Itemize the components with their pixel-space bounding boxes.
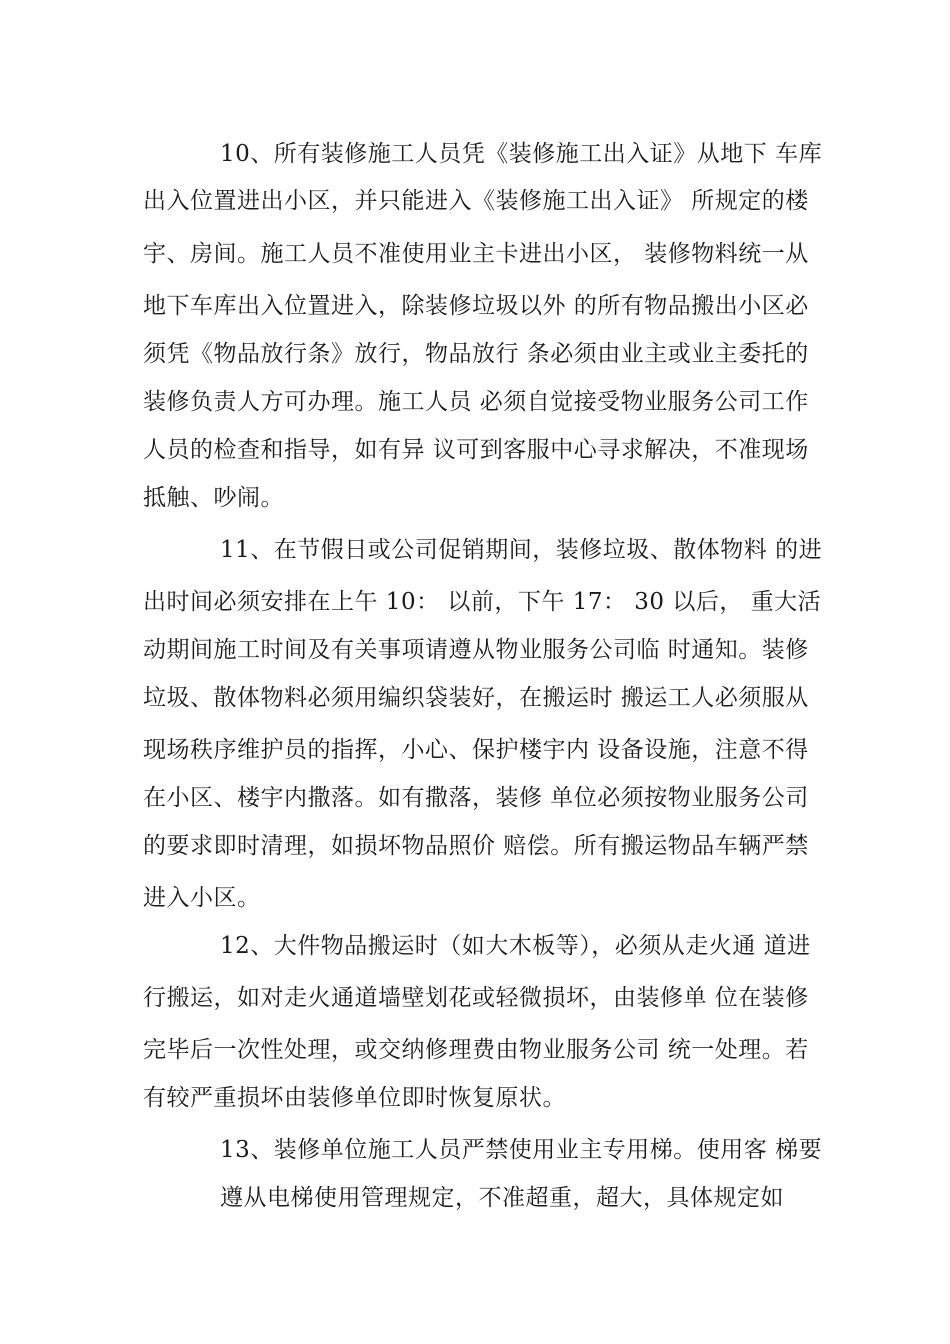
text-line: 宇、房间。施工人员不准使用业主卡进出小区， 装修物料统一从 (143, 241, 809, 267)
text-line: 在小区、楼宇内撒落。如有撒落，装修 单位必须按物业服务公司 (143, 785, 809, 811)
text-line: 现场秩序维护员的指挥，小心、保护楼宇内 设备设施，注意不得 (143, 737, 809, 763)
text-line: 10、所有装修施工人员凭《装修施工出入证》从地下 车库 (220, 141, 823, 167)
text-line: 须凭《物品放行条》放行，物品放行 条必须由业主或业主委托的 (143, 341, 809, 367)
text-line: 13、装修单位施工人员严禁使用业主专用梯。使用客 梯要 (220, 1137, 823, 1163)
text-line: 行搬运，如对走火通道墙壁划花或轻微损坏，由装修单 位在装修 (143, 985, 809, 1011)
text-line: 12、大件物品搬运时（如大木板等），必须从走火通 道进 (220, 933, 811, 959)
text-line: 完毕后一次性处理，或交纳修理费由物业服务公司 统一处理。若 (143, 1037, 809, 1063)
text-line: 动期间施工时间及有关事项请遵从物业服务公司临 时通知。装修 (143, 637, 809, 663)
text-line: 出时间必须安排在上午 10： 以前，下午 17： 30 以后， 重大活 (143, 589, 822, 615)
text-line: 遵从电梯使用管理规定，不准超重，超大，具体规定如 (220, 1185, 784, 1211)
text-line: 装修负责人方可办理。施工人员 必须自觉接受物业服务公司工作 (143, 389, 809, 415)
text-line: 进入小区。 (143, 885, 261, 911)
text-line: 的要求即时清理，如损坏物品照价 赔偿。所有搬运物品车辆严禁 (143, 833, 809, 859)
text-line: 地下车库出入位置进入，除装修垃圾以外 的所有物品搬出小区必 (143, 293, 809, 319)
text-line: 11、在节假日或公司促销期间，装修垃圾、散体物料 的进 (220, 537, 823, 563)
text-line: 垃圾、散体物料必须用编织袋装好，在搬运时 搬运工人必须服从 (143, 685, 809, 711)
text-line: 抵触、吵闹。 (143, 485, 284, 511)
text-line: 人员的检查和指导，如有异 议可到客服中心寻求解决，不准现场 (143, 437, 809, 463)
text-line: 有较严重损坏由装修单位即时恢复原状。 (143, 1085, 566, 1111)
text-line: 出入位置进出小区，并只能进入《装修施工出入证》 所规定的楼 (143, 188, 809, 214)
